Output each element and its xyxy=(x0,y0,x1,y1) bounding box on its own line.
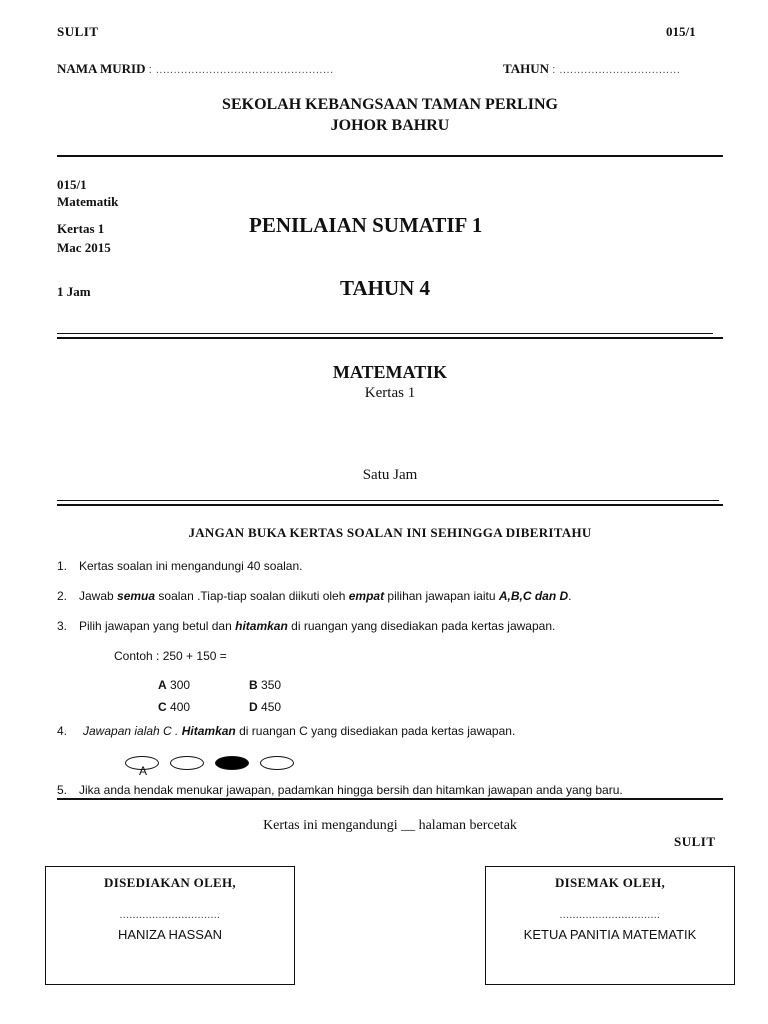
instruction-2-text-g: . xyxy=(568,589,572,603)
option-c-letter: C xyxy=(158,700,167,714)
meta-code: 015/1 xyxy=(57,177,87,192)
checked-by-box xyxy=(485,866,735,985)
option-c-value: 400 xyxy=(170,700,191,714)
instruction-4-number: 4. xyxy=(57,724,68,738)
instruction-2-text-c: soalan .Tiap-tiap soalan diikuti oleh xyxy=(155,589,349,603)
option-b-value: 350 xyxy=(261,678,282,692)
option-b xyxy=(249,678,281,692)
instruction-4-emph-hitamkan: Hitamkan xyxy=(181,724,236,738)
sulit-label-top: SULIT xyxy=(57,24,99,39)
checked-by-title: DISEMAK OLEH, xyxy=(554,875,666,890)
nama-murid-row xyxy=(57,61,334,77)
tahun-row xyxy=(503,61,680,77)
instruction-3-emph-hitamkan: hitamkan xyxy=(235,619,288,633)
option-a-letter: A xyxy=(158,678,167,692)
answer-bubble-b xyxy=(170,756,204,770)
tahun-label: TAHUN xyxy=(503,61,549,76)
divider-3b xyxy=(57,504,723,506)
divider-2b xyxy=(57,337,723,339)
option-a xyxy=(158,678,190,692)
nama-murid-label: NAMA MURID xyxy=(57,61,146,76)
subject-time: Satu Jam xyxy=(362,467,418,483)
divider-4 xyxy=(57,798,723,800)
instruction-2-text-e: pilihan jawapan iaitu xyxy=(384,589,499,603)
instruction-3 xyxy=(57,619,555,633)
checked-by-signature-line: ............................... xyxy=(559,909,661,921)
year-title: TAHUN 4 xyxy=(340,276,431,300)
school-city: JOHOR BAHRU xyxy=(330,117,450,134)
divider-3a xyxy=(57,500,719,501)
instruction-2-emph-empat: empat xyxy=(348,589,385,603)
instruction-5-number: 5. xyxy=(57,783,68,797)
instruction-2-text-a: Jawab xyxy=(79,589,118,603)
instructions-heading: JANGAN BUKA KERTAS SOALAN INI SEHINGGA DIBERITAHU xyxy=(188,525,592,540)
meta-subject: Matematik xyxy=(57,194,119,209)
instruction-4-text-c: di ruangan C yang disediakan pada kertas jawapan. xyxy=(235,724,516,738)
divider-2a xyxy=(57,333,713,334)
prepared-by-name: HANIZA HASSAN xyxy=(117,927,223,942)
instruction-2-number: 2. xyxy=(57,589,68,603)
meta-paper: Kertas 1 xyxy=(57,221,105,236)
paper-code-top: 015/1 xyxy=(666,24,696,39)
option-a-value: 300 xyxy=(170,678,191,692)
exam-title: PENILAIAN SUMATIF 1 xyxy=(249,213,483,237)
answer-bubble-d xyxy=(260,756,294,770)
answer-bubble-c-filled xyxy=(215,756,249,770)
instruction-5-text: Jika anda hendak menukar jawapan, padamkan hingga bersih dan hitamkan jawapan anda yang baru. xyxy=(79,783,623,797)
divider-1 xyxy=(57,155,723,157)
instruction-2 xyxy=(57,589,572,603)
instruction-2-emph-semua: semua xyxy=(117,589,156,603)
prepared-by-box xyxy=(45,866,295,985)
instruction-1-text: Kertas soalan ini mengandungi 40 soalan. xyxy=(79,559,303,573)
example-label: Contoh : 250 + 150 = xyxy=(114,649,227,663)
instruction-1 xyxy=(57,559,303,573)
option-c xyxy=(158,700,190,714)
instruction-4-text-a: Jawapan ialah C . xyxy=(83,724,179,738)
school-name: SEKOLAH KEBANGSAAN TAMAN PERLING xyxy=(222,96,558,113)
prepared-by-title: DISEDIAKAN OLEH, xyxy=(104,875,236,890)
instruction-2-emph-options: A,B,C dan D xyxy=(498,589,569,603)
instruction-3-text-a: Pilih jawapan yang betul dan xyxy=(79,619,236,633)
option-d-value: 450 xyxy=(261,700,282,714)
instruction-3-number: 3. xyxy=(57,619,68,633)
tahun-field[interactable]: : .................................. xyxy=(552,64,681,76)
pages-note: Kertas ini mengandungi __ halaman bercetak xyxy=(263,818,517,833)
meta-duration: 1 Jam xyxy=(57,284,91,299)
prepared-by-signature-line: ............................... xyxy=(119,909,221,921)
instruction-5 xyxy=(57,783,623,797)
option-d-letter: D xyxy=(249,700,258,714)
answer-bubble-a-label: A xyxy=(139,764,148,778)
sulit-label-bottom: SULIT xyxy=(674,834,716,849)
checked-by-name: KETUA PANITIA MATEMATIK xyxy=(523,927,697,942)
instruction-1-number: 1. xyxy=(57,559,68,573)
subject-paper: Kertas 1 xyxy=(364,385,416,401)
option-b-letter: B xyxy=(249,678,258,692)
instruction-3-text-c: di ruangan yang disediakan pada kertas jawapan. xyxy=(287,619,556,633)
instruction-4 xyxy=(57,724,515,738)
meta-date: Mac 2015 xyxy=(57,240,111,255)
option-d xyxy=(249,700,281,714)
nama-murid-field[interactable]: : .................................................. xyxy=(148,64,334,76)
subject-title: MATEMATIK xyxy=(332,362,448,382)
